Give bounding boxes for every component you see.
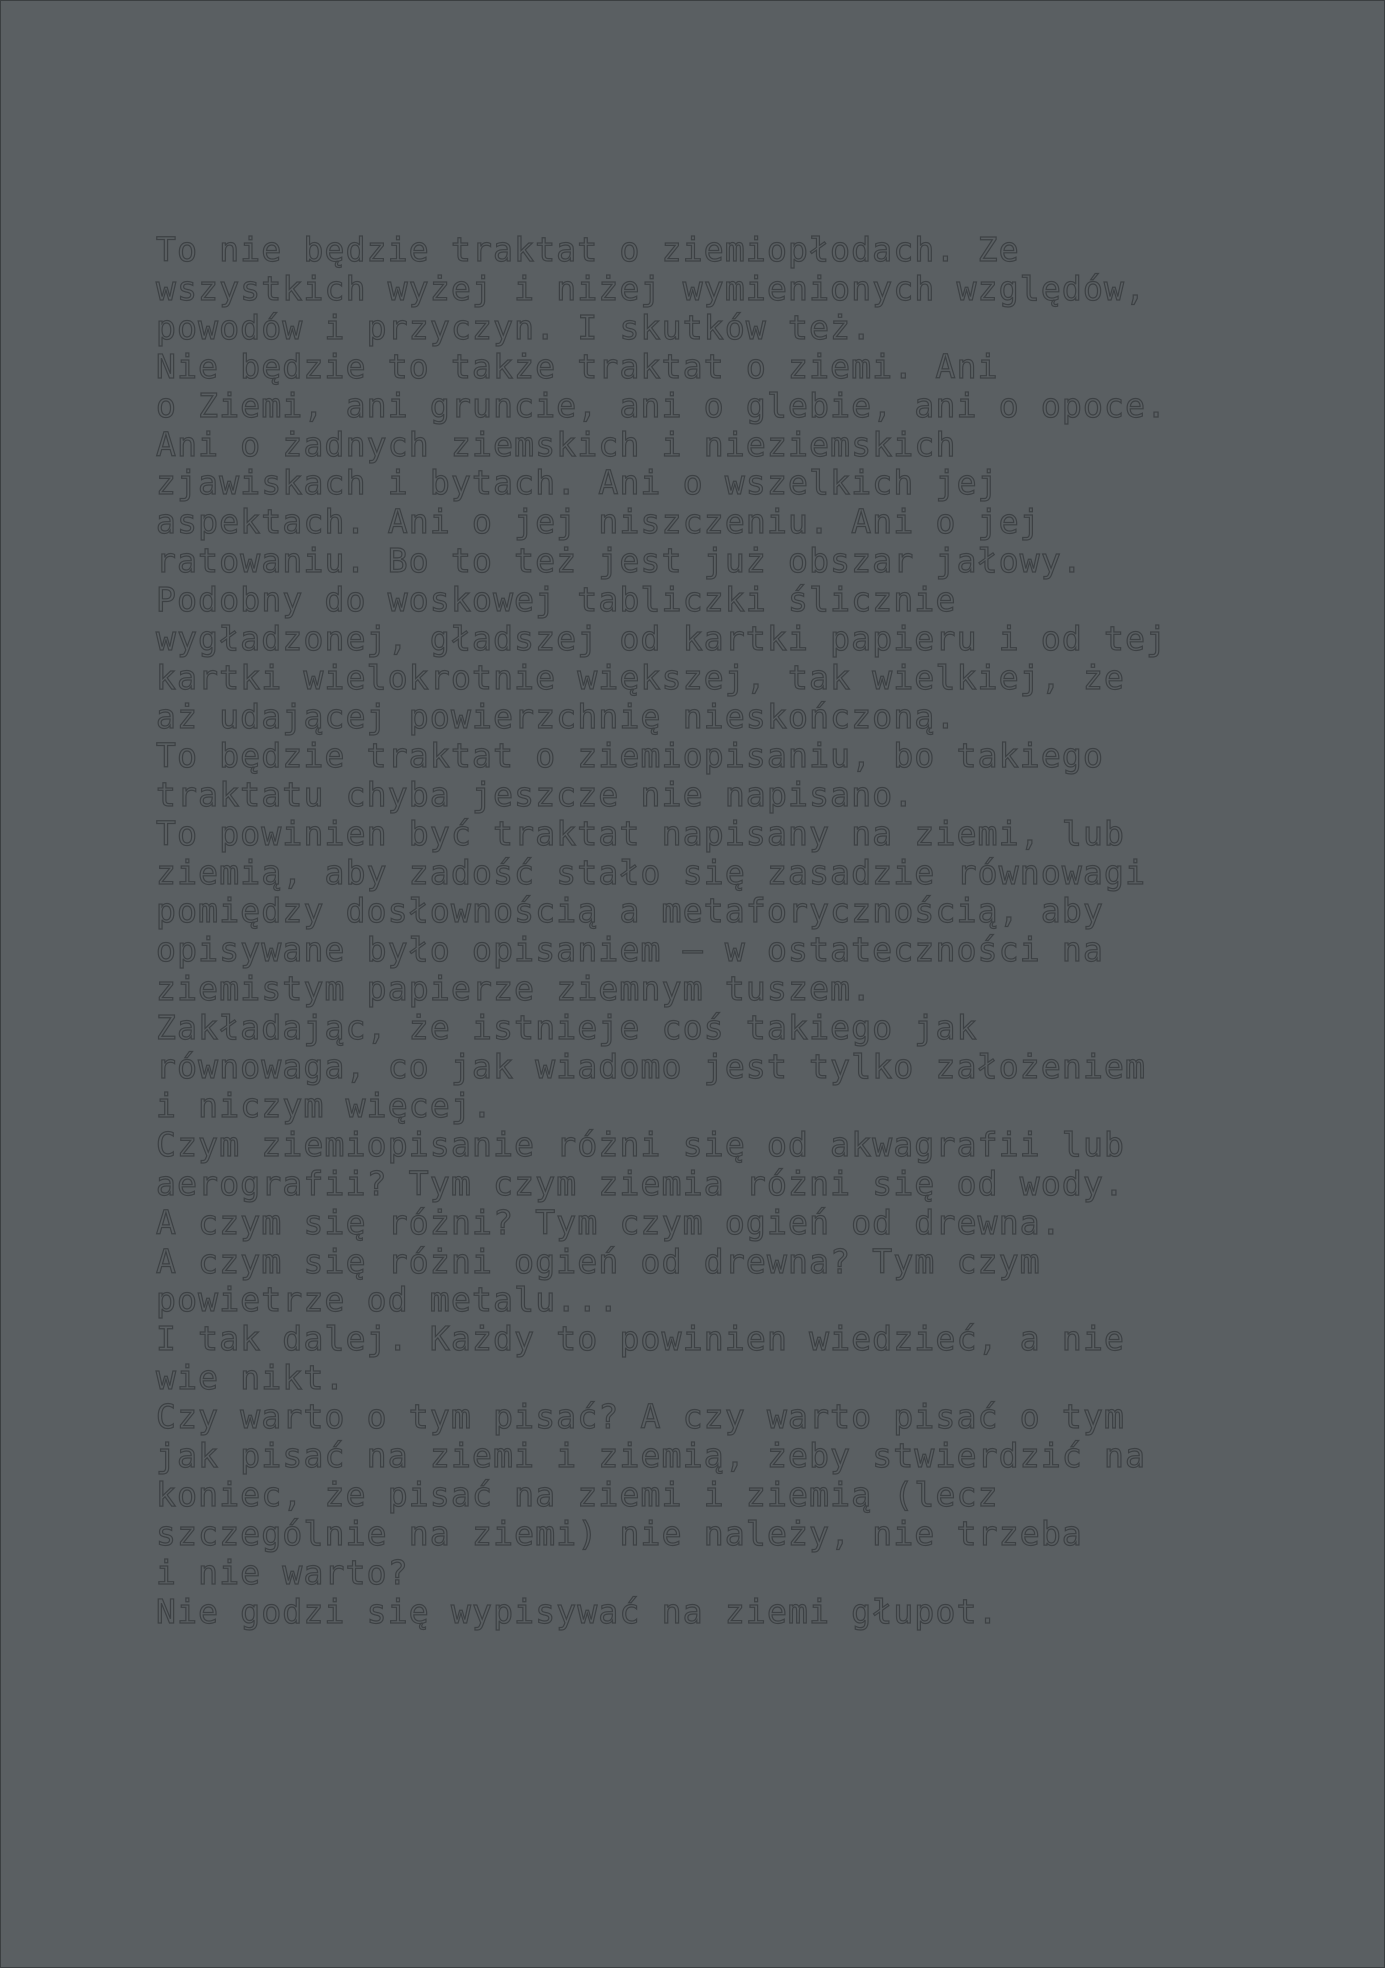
text-line: Czym ziemiopisanie różni się od akwagrafii lub	[156, 1124, 1126, 1164]
text-line: wie nikt.	[156, 1358, 346, 1398]
text-line: ziemią, aby zadość stało się zasadzie równowagi	[156, 852, 1147, 892]
text-line: powietrze od metalu...	[156, 1280, 620, 1320]
text-line: powodów i przyczyn. I skutków też.	[156, 307, 873, 347]
text-line: i niczym więcej.	[156, 1085, 494, 1125]
text-line: I tak dalej. Każdy to powinien wiedzieć, a nie	[156, 1319, 1126, 1359]
text-line: Ani o żadnych ziemskich i nieziemskich	[156, 424, 957, 464]
text-line: To nie będzie traktat o ziemiopłodach. Ze	[156, 230, 1020, 269]
text-line: To powinien być traktat napisany na ziemi, lub	[156, 813, 1126, 853]
text-line: i nie warto?	[156, 1552, 409, 1592]
text-line: szczególnie na ziemi) nie należy, nie trzeba	[156, 1513, 1083, 1553]
text-line: A czym się różni? Tym czym ogień od drewna.	[156, 1202, 1062, 1242]
text-line: opisywane było opisaniem – w ostateczności na	[156, 930, 1105, 970]
text-line: koniec, że pisać na ziemi i ziemią (lecz	[156, 1475, 999, 1514]
text-line: Podobny do woskowej tabliczki ślicznie	[156, 580, 957, 620]
text-line: kartki wielokrotnie większej, tak wielkiej, że	[156, 657, 1126, 697]
text-line: Nie godzi się wypisywać na ziemi głupot.	[156, 1591, 999, 1631]
text-line: zjawiskach i bytach. Ani o wszelkich jej	[156, 463, 999, 503]
text-line: o Ziemi, ani gruncie, ani o glebie, ani o opoce.	[156, 385, 1168, 425]
body-text	[156, 231, 1306, 1632]
text-line: aerografii? Tym czym ziemia różni się od wody.	[156, 1163, 1126, 1203]
text-line: równowaga, co jak wiadomo jest tylko założeniem	[156, 1047, 1147, 1087]
text-line: traktatu chyba jeszcze nie napisano.	[156, 774, 915, 814]
text-line: Czy warto o tym pisać? A czy warto pisać o tym	[156, 1397, 1126, 1437]
text-line: jak pisać na ziemi i ziemią, żeby stwierdzić na	[156, 1436, 1147, 1476]
text-line: Nie będzie to także traktat o ziemi. Ani	[156, 346, 999, 386]
text-line: Zakładając, że istnieje coś takiego jak	[156, 1008, 978, 1048]
text-line: aspektach. Ani o jej niszczeniu. Ani o jej	[156, 502, 1041, 542]
text-line: ziemistym papierze ziemnym tuszem.	[156, 969, 873, 1009]
text-line: To będzie traktat o ziemiopisaniu, bo takiego	[156, 735, 1105, 775]
text-line: wszystkich wyżej i niżej wymienionych względów,	[156, 268, 1147, 308]
text-line: pomiędzy dosłownością a metaforycznością, aby	[156, 891, 1105, 931]
text-line: wygładzonej, gładszej od kartki papieru i od tej	[156, 619, 1168, 659]
text-line: A czym się różni ogień od drewna? Tym czym	[156, 1241, 1041, 1281]
text-line: aż udającej powierzchnię nieskończoną.	[156, 696, 957, 736]
text-line: ratowaniu. Bo to też jest już obszar jałowy.	[156, 541, 1083, 581]
